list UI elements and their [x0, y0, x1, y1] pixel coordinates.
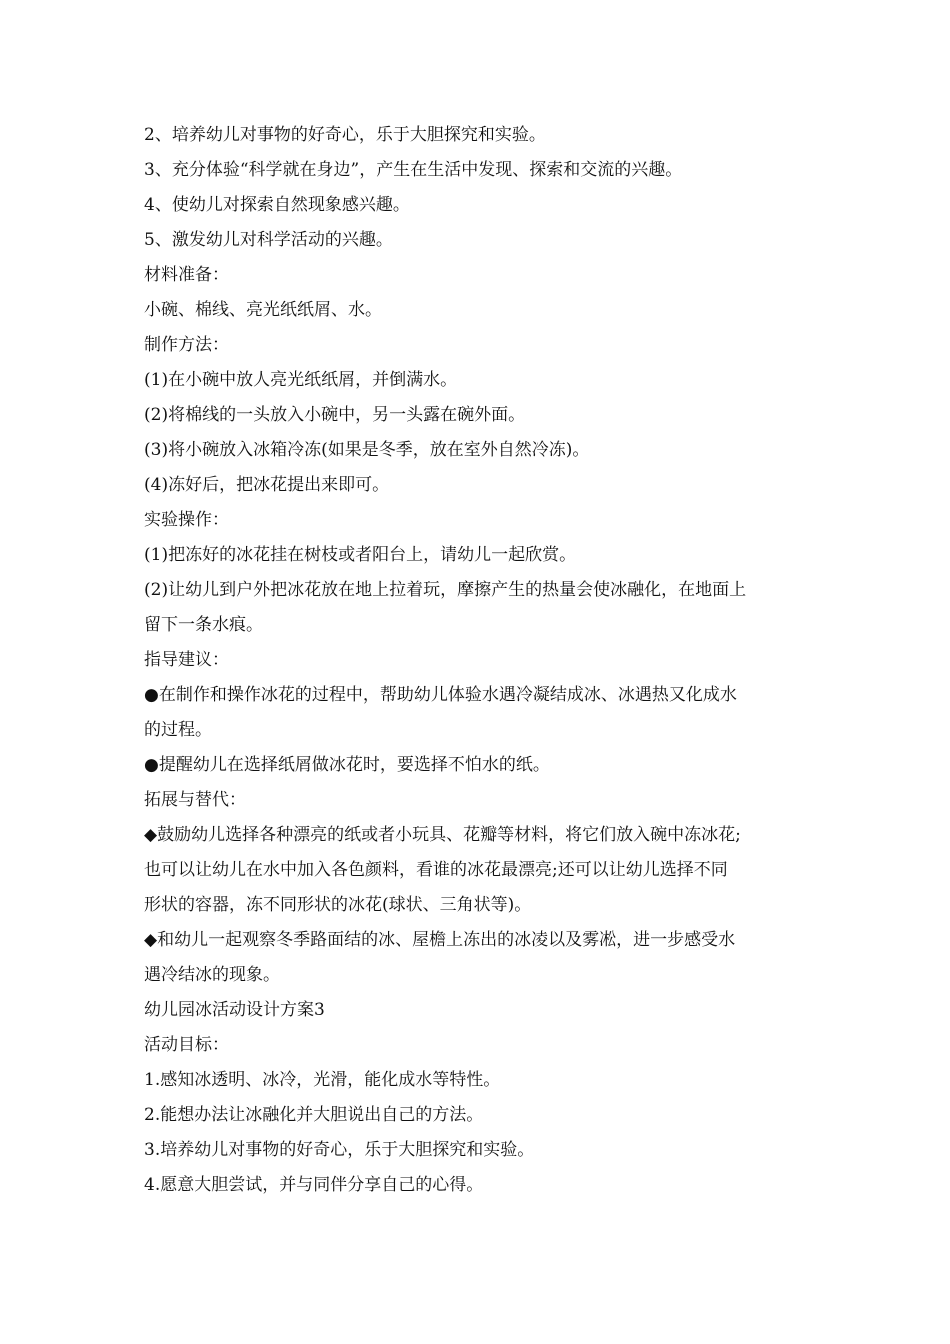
guidance-item-1-cont: 的过程。 — [144, 720, 212, 740]
goal-line-2: 2、培养幼儿对事物的好奇心，乐于大胆探究和实验。 — [144, 125, 546, 145]
method-step-1: (1)在小碗中放人亮光纸纸屑，并倒满水。 — [144, 370, 458, 390]
extension-item-2-cont: 遇冷结冰的现象。 — [144, 965, 280, 985]
guidance-item-2: ●提醒幼儿在选择纸屑做冰花时，要选择不怕水的纸。 — [144, 755, 550, 775]
experiment-step-2-cont: 留下一条水痕。 — [144, 615, 263, 635]
document-body — [144, 118, 809, 1203]
experiment-heading: 实验操作： — [144, 510, 229, 530]
extension-item-1-cont-a: 也可以让幼儿在水中加入各色颜料，看谁的冰花最漂亮;还可以让幼儿选择不同 — [144, 860, 728, 880]
plan-3-title: 幼儿园冰活动设计方案3 — [144, 1000, 325, 1020]
materials-list: 小碗、棉线、亮光纸纸屑、水。 — [144, 300, 382, 320]
method-step-4: (4)冻好后，把冰花提出来即可。 — [144, 475, 390, 495]
goal-line-4: 4、使幼儿对探索自然现象感兴趣。 — [144, 195, 410, 215]
plan-3-goal-4: 4.愿意大胆尝试，并与同伴分享自己的心得。 — [144, 1175, 484, 1195]
guidance-item-1: ●在制作和操作冰花的过程中，帮助幼儿体验水遇冷凝结成冰、冰遇热又化成水 — [144, 685, 737, 705]
guidance-heading: 指导建议： — [144, 650, 229, 670]
experiment-step-2: (2)让幼儿到户外把冰花放在地上拉着玩，摩擦产生的热量会使冰融化，在地面上 — [144, 580, 747, 600]
experiment-step-1: (1)把冻好的冰花挂在树枝或者阳台上，请幼儿一起欣赏。 — [144, 545, 577, 565]
method-step-3: (3)将小碗放入冰箱冷冻(如果是冬季，放在室外自然冷冻)。 — [144, 440, 590, 460]
plan-3-goal-1: 1.感知冰透明、冰冷，光滑，能化成水等特性。 — [144, 1070, 501, 1090]
extension-item-1: ◆鼓励幼儿选择各种漂亮的纸或者小玩具、花瓣等材料，将它们放入碗中冻冰花; — [144, 825, 741, 845]
extension-item-1-cont-b: 形状的容器，冻不同形状的冰花(球状、三角状等)。 — [144, 895, 532, 915]
plan-3-goal-2: 2.能想办法让冰融化并大胆说出自己的方法。 — [144, 1105, 484, 1125]
plan-3-goal-3: 3.培养幼儿对事物的好奇心，乐于大胆探究和实验。 — [144, 1140, 535, 1160]
materials-heading: 材料准备： — [144, 265, 229, 285]
goal-line-3: 3、充分体验“科学就在身边”，产生在生活中发现、探索和交流的兴趣。 — [144, 160, 683, 180]
goal-line-5: 5、激发幼儿对科学活动的兴趣。 — [144, 230, 393, 250]
method-step-2: (2)将棉线的一头放入小碗中，另一头露在碗外面。 — [144, 405, 526, 425]
extension-item-2: ◆和幼儿一起观察冬季路面结的冰、屋檐上冻出的冰凌以及雾凇，进一步感受水 — [144, 930, 736, 950]
method-heading: 制作方法： — [144, 335, 229, 355]
extension-heading: 拓展与替代： — [144, 790, 246, 810]
plan-3-goals-heading: 活动目标： — [144, 1035, 229, 1055]
